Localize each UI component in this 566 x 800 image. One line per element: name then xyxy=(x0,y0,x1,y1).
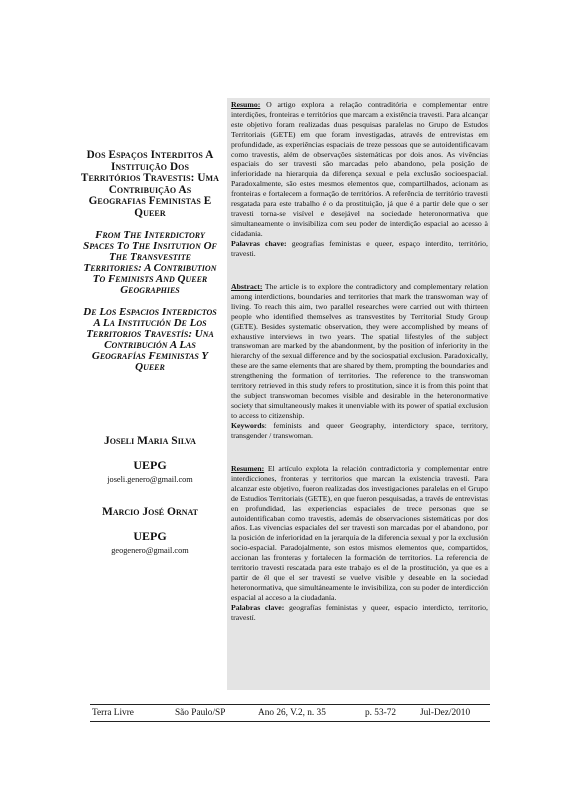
abstract-label: Resumo: xyxy=(231,100,261,109)
footer-city: São Paulo/SP xyxy=(175,708,226,718)
abstracts-panel xyxy=(227,98,490,690)
abstract-label: Abstract: xyxy=(231,282,263,291)
title-portuguese: Dos Espaços Interditos A Instituição Dos Territórios Travestis: Uma Contribuição As Geografias Feministas E Queer xyxy=(80,149,220,219)
abstract-spanish xyxy=(231,464,488,623)
keywords-text: geografías feministas y queer, espacio interdicto, territorio, travestí. xyxy=(231,602,488,622)
footer-journal: Terra Livre xyxy=(92,708,134,718)
keywords-text: geografias feministas e queer, espaço interdito, território, travesti. xyxy=(231,238,488,258)
title-english: From The Interdictory Spaces To The Insitution Of The Transvestite Territories: A Contribution To Feminists And Queer Geographies xyxy=(83,229,217,296)
author-affiliation: UEPG xyxy=(133,458,167,472)
authors-block xyxy=(80,435,220,555)
keywords xyxy=(231,421,488,441)
author-name: Marcio José Ornat xyxy=(101,506,199,518)
keywords-label: Keywords xyxy=(231,420,265,430)
keywords xyxy=(231,239,488,259)
keywords-label: Palavras chave: xyxy=(231,238,287,248)
abstract-label: Resumen: xyxy=(231,464,265,473)
author-email: geogenero@gmail.com xyxy=(111,546,189,555)
footer-pages: p. 53-72 xyxy=(365,708,396,718)
abstract-text: The article is to explore the contradictory and complementary relation among interdictions, boundaries and territories that mark the transwoman way of living. To reach this aim, two parallel researches were carried out with thirteen people who identified themselves as transvestites by Territorial Study Group (GETE). Besides systematic observation, they were accomplished by means of exhaustive interviews in two years. The spatial lifestyles of the subject transwoman are marked by the abandonment, by the position of inferiority in the hierarchy of the sexual difference and by the sociospatial exclusion. Paradoxically, these are the same elements that are shared by them, prompting the boundaries and strengthening the formation of territories. The reference to the transwoman territory retrieved in this study refers to prostitution, since it is from this point that the subject transwoman becomes visible and desirable in the heteronormative society that simultaneously makes it unenviable with its power of spatial exclusion to access to citizenship. xyxy=(231,282,488,420)
keywords-label: Palabras clave: xyxy=(231,602,285,612)
abstract-english xyxy=(231,282,488,441)
title-spanish: De Los Espacios Interdictos A La Institución De Los Territorios Travestís: Una Contribución A Las Geografías Feministas Y Queer xyxy=(83,306,217,373)
abstract-text: El artículo explota la relación contradictoria y complementar entre interdicciones, fronteras y territorios que marcan la existencia travesti. Para alcanzar este objetivo, fueron realizadas dos investigaciones paralelas en el Grupo de Estudios Territoriais (GETE), en que fueron pesquisadas, a través de entrevistas en profundidad, las experiencias espaciales de trece personas que se autoidentificaban como travestis, además de observaciones sistemáticas por dos años. Las vivencias espaciales del ser travesti son marcadas por el abandono, por la posición de inferioridad en la jerarquía de la diferencia sexual y por la exclusión socio-espacial. Paradojalmente, son estos mismos elementos que, compartidos, accionan las fronteras y fortalecen la formación de territorios. La referencia de territorio travesti rescatada para este trabajo es el de la prostitución, ya que es a partir de él que el ser travestí se vuelve visible y deseable en la sociedad heteronormativa, que simultáneamente le invisibiliza, con su poder de interdicción espacial al acceso a la ciudadanía. xyxy=(231,464,488,602)
footer-date: Jul-Dez/2010 xyxy=(420,708,471,718)
keywords-text: : feminists and queer Geography, interdictory space, territory, transgender / transwoman. xyxy=(231,420,488,440)
keywords xyxy=(231,603,488,623)
abstract-text: O artigo explora a relação contraditória e complementar entre interdições, fronteiras e territórios que marcam a existência travesti. Para alcançar este objetivo foram realizadas duas pesquisas paralelas no Grupo de Estudos Territoriais (GETE) em que foram investigadas, através de entrevistas em profundidade, as experiências espaciais de treze pessoas que se autoidentificavam como travestis, além de observações sistemáticas por dois anos. As vivências espaciais do ser travesti são marcadas pelo abandono, pela posição de inferioridade na hierarquia da diferença sexual e pela exclusão socioespacial. Paradoxalmente, são estes mesmos elementos que, compartilhados, acionam as fronteiras e fortalecem a formação de territórios. A referência de território travesti resgatada para este trabalho é o da prostituição, já que é a partir dele que o ser travesti torna-se visível e desejável na sociedade heteronormativa que simultaneamente o invisibiliza com seu poder de interdição espacial ao acesso à cidadania. xyxy=(231,100,488,238)
page-footer xyxy=(90,704,490,722)
author-name: Joseli Maria Silva xyxy=(104,435,196,447)
author-affiliation: UEPG xyxy=(133,529,167,543)
title-block xyxy=(80,150,220,555)
footer-volume: Ano 26, V.2, n. 35 xyxy=(258,708,326,718)
author-email: joseli.genero@gmail.com xyxy=(107,475,193,484)
abstract-portuguese xyxy=(231,100,488,259)
